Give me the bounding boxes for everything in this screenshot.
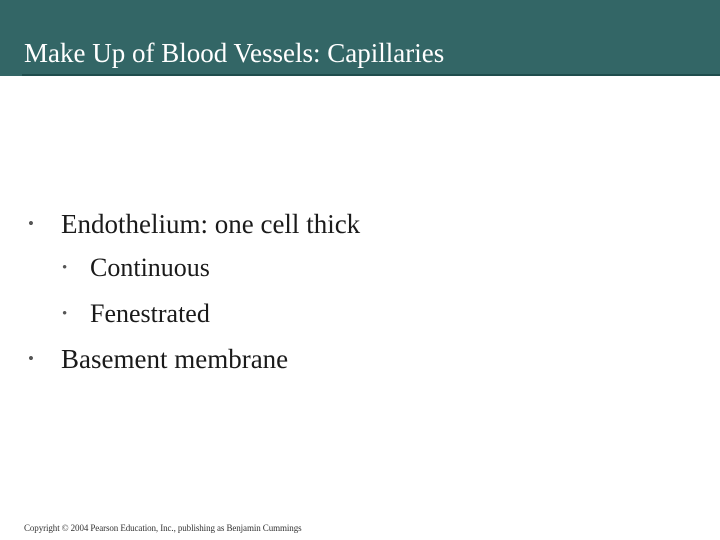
bullet-dot-icon: • [62, 260, 68, 276]
bullet-text: Endothelium: one cell thick [61, 209, 361, 239]
bullet-text: Basement membrane [61, 344, 289, 374]
bullet-dot-icon: • [62, 306, 68, 322]
bullet-dot-icon: • [28, 349, 34, 368]
sub-bullet-text: Fenestrated [90, 299, 210, 328]
slide-title: Make Up of Blood Vessels: Capillaries [24, 38, 445, 68]
bullet-dot-icon: • [28, 214, 34, 233]
copyright-notice: Copyright © 2004 Pearson Education, Inc., publishing as Benjamin Cummings [24, 523, 302, 533]
sub-bullet-text: Continuous [90, 253, 210, 282]
